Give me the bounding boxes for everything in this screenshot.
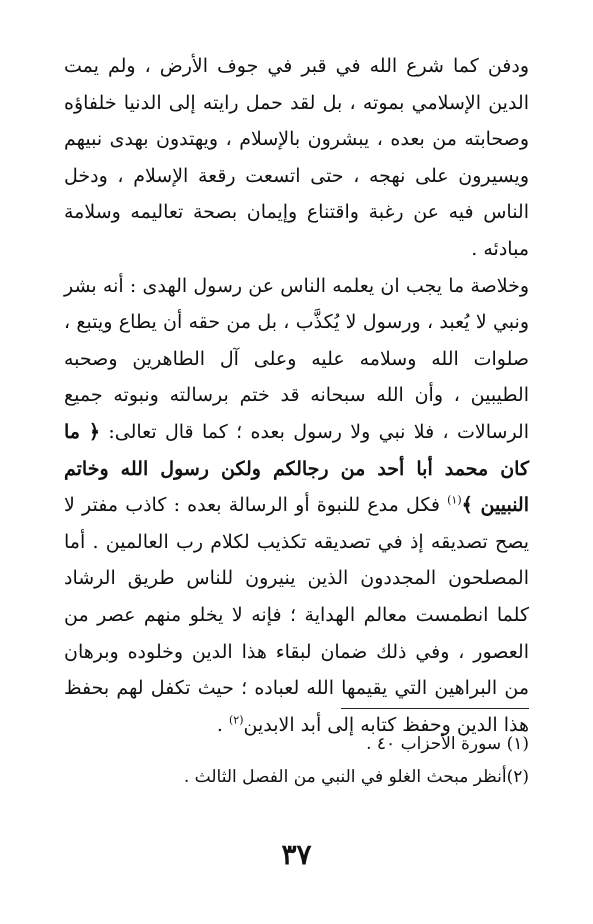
main-text — [64, 48, 529, 743]
paragraph-1: ودفن كما شرع الله في قبر في جوف الأرض ، ولم يمت الدين الإسلامي بموته ، بل لقد حمل رايته إلى الدنيا خلفاؤه وصحابته من بعده ، يبشرون بالإسلام ، ويهتدون بهدى نبيهم ويسيرون على نهجه ، حتى اتسعت رقعة الإسلام ، ودخل الناس فيه عن رغبة واقتناع وإيمان بصحة تعاليمه وسلامة مبادئه . — [64, 55, 529, 260]
footnote-2: (٢)أنظر مبحث الغلو في النبي من الفصل الثالث . — [183, 767, 529, 787]
paragraph-2-part-1: وخلاصة ما يجب ان يعلمه الناس عن رسول الهدى : أنه بشر ونبي لا يُعبد ، ورسول لا يُكذَّب ، بل من حقه أن يطاع ويتبع ، صلوات الله وسلامه عليه وعلى آل الطاهرين وصحبه الطيبين ، وأن الله سبحانه قد ختم برسالته ونبوته جميع الرسالات ، فلا نبي ولا رسول بعده ؛ كما قال تعالى: — [64, 274, 530, 443]
footnote-ref-1: (١) — [447, 493, 462, 507]
footnote-divider — [341, 708, 529, 709]
page-number: ٣٧ — [281, 838, 312, 871]
footnotes — [64, 728, 529, 794]
paragraph-2-end: . — [216, 713, 229, 736]
paragraph-2-part-2: فكل مدع للنبوة أو الرسالة بعده : كاذب مفتر لا يصح تصديقه إذ في تصديقه تكذيب لكلام رب العالمين . أما المصلحون المجددون الذين ينيرون للناس طريق الرشاد كلما انطمست معالم الهداية ؛ فإنه لا يخلو منهم عصر من العصور ، وفي ذلك ضمان لبقاء هذا الدين وخلوده وبرهان من البراهين التي يقيمها الله لعباده ؛ حيث تكفل لهم بحفظ هذا الدين وحفظ كتابه إلى أبد الابدين — [64, 494, 529, 736]
paragraph-2 — [64, 268, 529, 744]
quran-verse: ﴿ ما كان محمد أبا أحد من رجالكم ولكن رسول الله وخاتم النبيين ﴾ — [64, 420, 529, 517]
footnote-ref-2: (٢) — [229, 713, 244, 727]
footnote-1: (١) سورة الأحزاب ٤٠ . — [366, 734, 529, 754]
